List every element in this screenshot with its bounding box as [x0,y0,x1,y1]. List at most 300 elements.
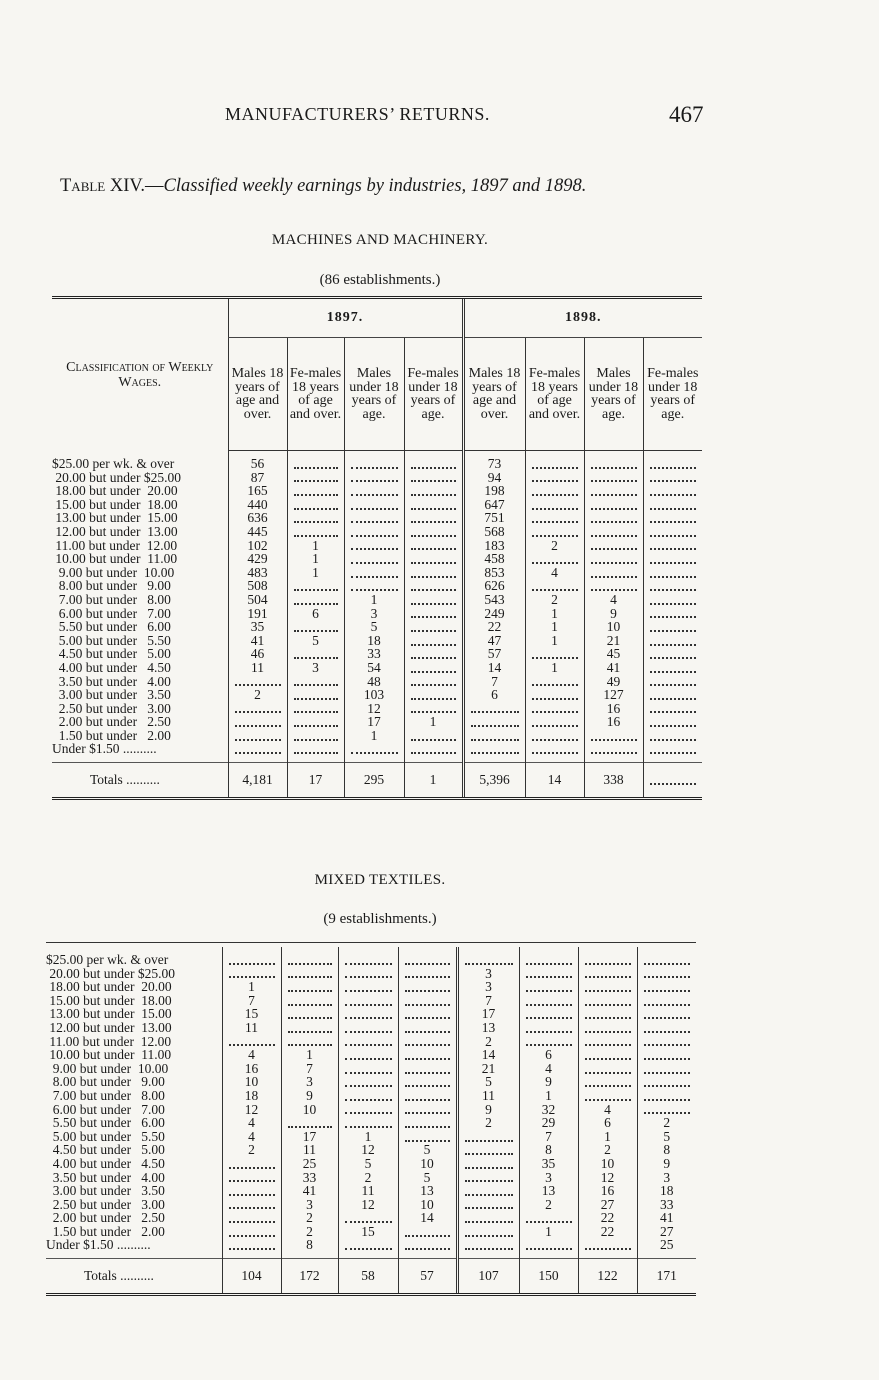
dot-leader [650,690,697,700]
wage-class-label: 18.00 but under 20.00 [52,483,178,499]
dot-leader [591,486,637,496]
col-header: Fe-males under 18 years of age. [643,338,702,451]
dot-leader [591,568,637,578]
count-cell [338,1116,398,1130]
count-cell [228,729,287,743]
dot-leader [351,568,398,578]
count-cell [525,471,584,485]
count-cell: 102 [228,539,287,553]
dot-leader [591,744,637,754]
count-cell: 2 [281,1211,338,1225]
count-cell [637,1007,696,1021]
dot-leader [351,581,398,591]
count-cell [222,1171,281,1185]
count-cell [404,702,463,716]
count-cell: 4 [222,1048,281,1062]
count-cell [287,511,344,525]
count-cell: 41 [584,661,643,675]
count-cell: 94 [463,471,525,485]
dot-leader [465,1227,513,1237]
count-cell: 57 [463,647,525,661]
dot-leader [405,1132,450,1142]
count-cell [404,647,463,661]
count-cell: 1 [281,1048,338,1062]
dot-leader [411,744,456,754]
count-cell: 191 [228,607,287,621]
count-cell [338,1007,398,1021]
count-cell: 1 [525,661,584,675]
count-cell [287,525,344,539]
count-cell: 27 [578,1198,637,1212]
count-cell [584,552,643,566]
dot-leader [411,554,456,564]
dot-leader [411,581,456,591]
count-cell [404,729,463,743]
count-cell: 4 [519,1062,578,1076]
total-cell: 107 [457,1259,519,1295]
dot-leader [229,968,275,978]
count-cell: 440 [228,498,287,512]
dot-leader [471,731,519,741]
count-cell [457,1157,519,1171]
count-cell [287,675,344,689]
count-cell [578,1035,637,1049]
count-cell: 12 [338,1198,398,1212]
dot-leader [405,1064,450,1074]
table-row [46,1048,696,1062]
count-cell: 2 [222,1143,281,1157]
count-cell [344,525,404,539]
count-cell: 17 [281,1130,338,1144]
count-cell: 3 [281,1198,338,1212]
dot-leader [294,513,338,523]
count-cell: 41 [637,1211,696,1225]
count-cell: 10 [398,1157,457,1171]
count-cell: 458 [463,552,525,566]
dot-leader [532,676,578,686]
dot-leader [294,459,338,469]
table-row [46,994,696,1008]
count-cell: 9 [637,1157,696,1171]
count-cell [287,647,344,661]
count-cell: 6 [519,1048,578,1062]
col-header: Males 18 years of age and over. [228,338,287,451]
total-cell: 5,396 [463,763,525,799]
wage-class-label: 9.00 but under 10.00 [52,564,175,580]
col-header: Fe-males 18 years of age and over. [525,338,584,451]
dot-leader [294,500,338,510]
dot-leader [532,459,578,469]
dot-leader [229,1172,275,1182]
count-cell: 636 [228,511,287,525]
count-cell: 6 [578,1116,637,1130]
count-cell [338,1035,398,1049]
total-cell: 17 [287,763,344,799]
count-cell: 1 [525,634,584,648]
count-cell [404,539,463,553]
count-cell [222,1211,281,1225]
count-cell [519,1238,578,1252]
dot-leader [405,1036,450,1046]
count-cell [344,484,404,498]
count-cell: 46 [228,647,287,661]
wage-class-label: 11.00 but under 12.00 [52,537,178,553]
dot-leader [294,717,338,727]
count-cell: 543 [463,593,525,607]
dot-leader [650,513,697,523]
count-cell [338,967,398,981]
count-cell [457,1225,519,1239]
count-cell: 2 [457,1035,519,1049]
table-row [52,742,702,756]
total-cell: 57 [398,1259,457,1295]
dot-leader [585,968,631,978]
dot-leader [650,636,697,646]
dot-leader [405,1104,450,1114]
dot-leader [294,472,338,482]
table-row [46,967,696,981]
dot-leader [411,486,456,496]
dot-leader [229,1199,275,1209]
table-row [46,1103,696,1117]
dot-leader [411,608,456,618]
count-cell [643,484,702,498]
count-cell: 17 [457,1007,519,1021]
count-cell [643,620,702,634]
table-row [46,980,696,994]
count-cell: 4 [584,593,643,607]
dot-leader [411,568,456,578]
dot-leader [650,472,697,482]
dot-leader [526,982,572,992]
dot-leader [644,955,691,965]
count-cell [457,1238,519,1252]
dot-leader [345,1104,392,1114]
dot-leader [405,1009,450,1019]
dot-leader [644,1036,691,1046]
count-cell [404,471,463,485]
count-cell: 127 [584,688,643,702]
count-cell [578,1075,637,1089]
dot-leader [294,744,338,754]
count-cell: 49 [584,675,643,689]
dot-leader [465,1145,513,1155]
table-row [52,661,702,675]
wage-class-label: 10.00 but under 11.00 [46,1047,172,1063]
col-header: Males 18 years of age and over. [463,338,525,451]
count-cell [457,1143,519,1157]
table-row [46,1116,696,1130]
count-cell [637,953,696,967]
wage-class-label: 2.00 but under 2.50 [46,1210,165,1226]
dot-leader [532,486,578,496]
count-cell [584,511,643,525]
count-cell [287,742,344,756]
count-cell [338,1211,398,1225]
count-cell [338,980,398,994]
count-cell: 5 [338,1157,398,1171]
count-cell: 4 [525,566,584,580]
count-cell [404,634,463,648]
table-row [52,525,702,539]
wage-class-label: 12.00 but under 13.00 [46,1019,172,1035]
count-cell [457,1198,519,1212]
count-cell [398,1075,457,1089]
dot-leader [526,1036,572,1046]
dot-leader [644,1050,691,1060]
dot-leader [345,1213,392,1223]
table-row [52,457,702,471]
count-cell [578,1048,637,1062]
table-row [52,675,702,689]
count-cell: 1 [222,980,281,994]
count-cell: 1 [287,566,344,580]
count-cell: 27 [637,1225,696,1239]
count-cell [643,566,702,580]
count-cell: 853 [463,566,525,580]
count-cell: 10 [578,1157,637,1171]
count-cell [344,457,404,471]
count-cell [584,498,643,512]
dot-leader [650,459,697,469]
count-cell [404,593,463,607]
count-cell: 15 [338,1225,398,1239]
dot-leader [591,472,637,482]
count-cell [287,471,344,485]
count-cell [398,1035,457,1049]
count-cell [398,1007,457,1021]
table-row [46,1211,696,1225]
count-cell: 445 [228,525,287,539]
count-cell: 4 [222,1116,281,1130]
table-row [52,647,702,661]
total-cell: 122 [578,1259,637,1295]
table-row [52,511,702,525]
count-cell [584,484,643,498]
count-cell [637,1075,696,1089]
dot-leader [650,744,697,754]
count-cell: 16 [222,1062,281,1076]
count-cell: 1 [525,607,584,621]
table-row [52,498,702,512]
count-cell [398,1130,457,1144]
count-cell [222,1157,281,1171]
count-cell [281,953,338,967]
count-cell: 7 [222,994,281,1008]
count-cell: 15 [222,1007,281,1021]
dot-leader [405,955,450,965]
count-cell [404,607,463,621]
total-cell: 172 [281,1259,338,1295]
wage-class-label: 15.00 but under 18.00 [46,992,172,1008]
count-cell [404,566,463,580]
count-cell [287,729,344,743]
count-cell [287,688,344,702]
count-cell [525,525,584,539]
col-header: Males under 18 years of age. [584,338,643,451]
dot-leader [411,513,456,523]
count-cell: 16 [584,715,643,729]
count-cell: 183 [463,539,525,553]
dot-leader [345,1009,392,1019]
count-cell [584,539,643,553]
dot-leader [405,1227,450,1237]
count-cell [643,702,702,716]
col-header: Fe-males under 18 years of age. [404,338,463,451]
count-cell [222,967,281,981]
dot-leader [526,996,572,1006]
dot-leader [345,955,392,965]
count-cell: 6 [287,607,344,621]
dot-leader [345,1036,392,1046]
dot-leader [650,703,697,713]
count-cell [525,498,584,512]
dot-leader [526,968,572,978]
dot-leader [351,513,398,523]
count-cell: 10 [584,620,643,634]
count-cell [637,1048,696,1062]
count-cell [584,742,643,756]
dot-leader [405,1023,450,1033]
dot-leader [465,1172,513,1182]
count-cell: 5 [398,1143,457,1157]
count-cell: 2 [637,1116,696,1130]
count-cell: 9 [457,1103,519,1117]
count-cell: 14 [398,1211,457,1225]
count-cell [525,729,584,743]
count-cell: 165 [228,484,287,498]
table-row [52,593,702,607]
year-header-1898: 1898. [463,298,702,338]
count-cell [281,967,338,981]
wage-class-label: 4.50 but under 5.00 [52,646,171,662]
count-cell: 10 [398,1198,457,1212]
count-cell: 2 [457,1116,519,1130]
count-cell: 3 [457,980,519,994]
count-cell [525,484,584,498]
dot-leader [235,717,281,727]
dot-leader [235,676,281,686]
wage-class-label: 1.50 but under 2.00 [52,727,171,743]
dot-leader [229,1186,275,1196]
count-cell [643,715,702,729]
count-cell [338,953,398,967]
count-cell: 3 [457,967,519,981]
dot-leader [591,500,637,510]
table-row [52,729,702,743]
dot-leader [644,1064,691,1074]
count-cell: 3 [637,1171,696,1185]
wage-class-label: 20.00 but under $25.00 [52,469,181,485]
count-cell: 11 [338,1184,398,1198]
dot-leader [229,955,275,965]
dot-leader [411,690,456,700]
count-cell: 5 [457,1075,519,1089]
section-title: MIXED TEXTILES. [314,872,446,888]
count-cell [404,579,463,593]
count-cell [457,1184,519,1198]
count-cell: 626 [463,579,525,593]
dot-leader [235,731,281,741]
dot-leader [532,527,578,537]
count-cell [404,688,463,702]
table-row [52,688,702,702]
count-cell: 7 [281,1062,338,1076]
dot-leader [650,608,697,618]
count-cell [637,1089,696,1103]
count-cell [404,511,463,525]
dot-leader [532,731,578,741]
dot-leader [411,527,456,537]
table-row [46,1089,696,1103]
dot-leader [294,595,338,605]
count-cell [463,729,525,743]
dot-leader [585,1091,631,1101]
total-cell: 171 [637,1259,696,1295]
count-cell [463,742,525,756]
count-cell: 4 [578,1103,637,1117]
count-cell: 2 [228,688,287,702]
table-row [46,1184,696,1198]
dot-leader [294,676,338,686]
dot-leader [650,581,697,591]
count-cell: 1 [519,1225,578,1239]
count-cell [525,457,584,471]
count-cell [463,715,525,729]
count-cell [519,1211,578,1225]
count-cell: 22 [578,1211,637,1225]
count-cell: 1 [344,729,404,743]
dot-leader [351,486,398,496]
count-cell: 1 [287,552,344,566]
count-cell [287,579,344,593]
dot-leader [294,581,338,591]
wage-class-label: 10.00 but under 11.00 [52,551,178,567]
count-cell [287,702,344,716]
count-cell: 56 [228,457,287,471]
dot-leader [345,1023,392,1033]
dot-leader [294,486,338,496]
count-cell [344,511,404,525]
wage-class-label: 18.00 but under 20.00 [46,979,172,995]
table-row [52,471,702,485]
count-cell: 1 [404,715,463,729]
dot-leader [471,744,519,754]
count-cell [637,967,696,981]
wage-class-label: 3.00 but under 3.50 [52,687,171,703]
dot-leader [288,1118,332,1128]
count-cell: 1 [338,1130,398,1144]
count-cell: 87 [228,471,287,485]
count-cell: 47 [463,634,525,648]
wage-class-label: 9.00 but under 10.00 [46,1060,169,1076]
dot-leader [345,1077,392,1087]
count-cell [463,702,525,716]
count-cell [398,1048,457,1062]
wage-class-label: $25.00 per wk. & over [52,456,175,471]
count-cell [404,742,463,756]
table-row [52,634,702,648]
dot-leader [294,622,338,632]
count-cell [584,525,643,539]
col-header: Males under 18 years of age. [344,338,404,451]
count-cell [404,675,463,689]
count-cell: 483 [228,566,287,580]
total-cell: 295 [344,763,404,799]
section-title: MACHINES AND MACHINERY. [271,232,489,248]
count-cell [222,1035,281,1049]
count-cell [344,498,404,512]
